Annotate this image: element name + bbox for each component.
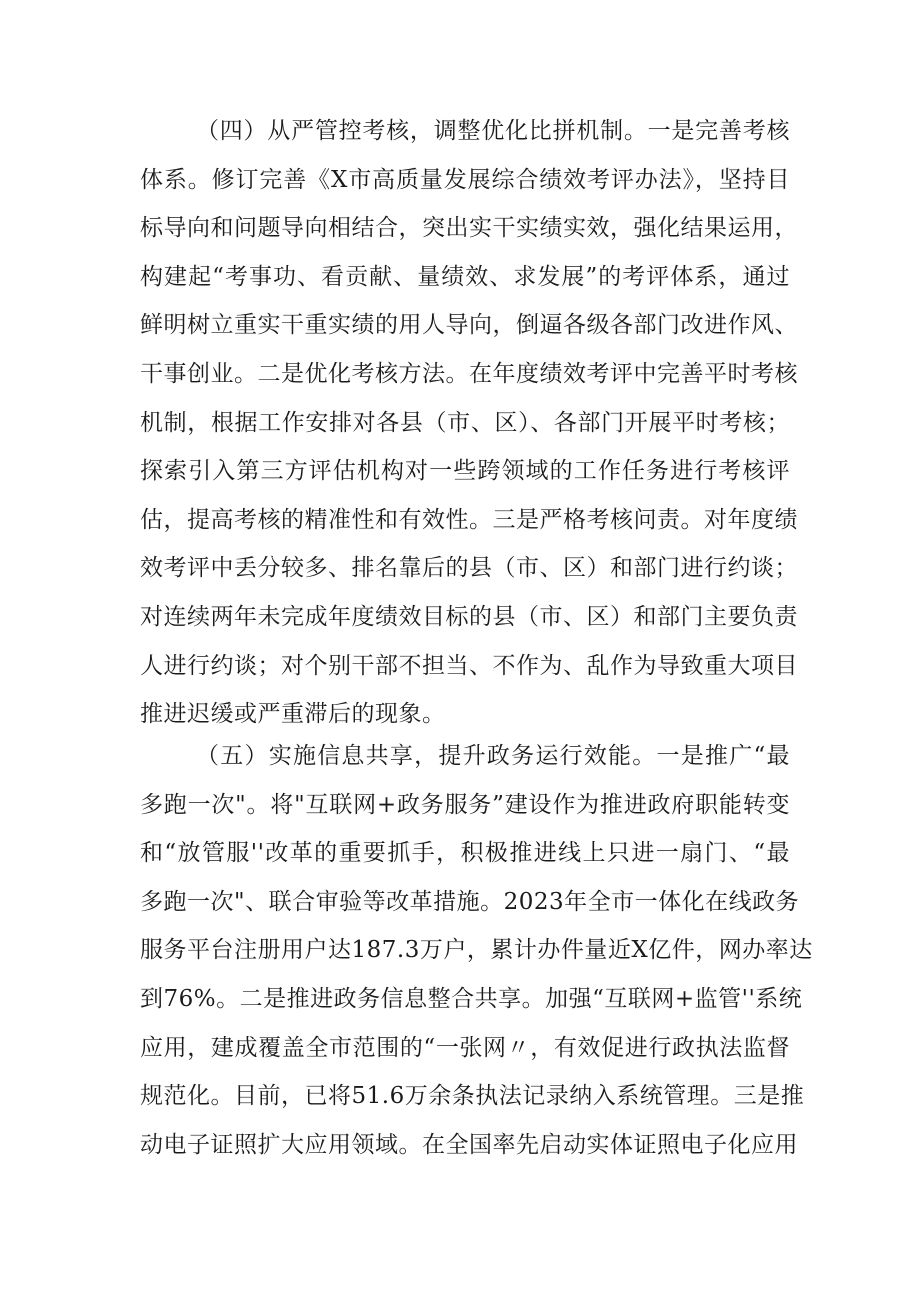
text-line: 估，提高考核的精准性和有效性。三是严格考核问责。对年度绩 bbox=[140, 506, 798, 533]
paragraph-section-4 bbox=[140, 107, 798, 739]
text-line: 效考评中丢分较多、排名靠后的县（市、区）和部门进行约谈； bbox=[140, 555, 798, 582]
text-line: 机制，根据工作安排对各县（市、区）、各部门开展平时考核； bbox=[140, 409, 790, 436]
text-line: 应用，建成覆盖全市范围的“一张网〃，有效促进行政执法监督 bbox=[140, 1034, 790, 1061]
text-line: 对连续两年未完成年度绩效目标的县（市、区）和部门主要负责 bbox=[140, 603, 798, 630]
text-line: 干事创业。二是优化考核方法。在年度绩效考评中完善平时考核 bbox=[140, 360, 798, 387]
text-line: 和“放管服''改革的重要抓手，积极推进线上只进一扇门、“最 bbox=[140, 840, 790, 867]
text-line: 服务平台注册用户达187.3万户，累计办件量近X亿件，网办率达 bbox=[140, 937, 813, 964]
text-line: （四）从严管控考核，调整优化比拼机制。一是完善考核 bbox=[196, 118, 790, 144]
text-line: 规范化。目前，已将51.6万余条执法记录纳入系统管理。三是推 bbox=[140, 1083, 805, 1110]
paragraph-section-5 bbox=[140, 732, 813, 1169]
text-line: 推进迟缓或严重滞后的现象。 bbox=[140, 701, 446, 728]
text-line: 到76%。二是推进政务信息整合共享。加强“互联网+监管''系统 bbox=[140, 985, 803, 1012]
text-line: 探索引入第三方评估机构对一些跨领域的工作任务进行考核评 bbox=[140, 458, 790, 485]
text-line: 体系。修订完善《X市高质量发展综合绩效考评办法》，坚持目 bbox=[140, 166, 790, 193]
text-line: 人进行约谈；对个别干部不担当、不作为、乱作为导致重大项目 bbox=[140, 652, 798, 679]
text-line: 鲜明树立重实干重实绩的用人导向，倒逼各级各部门改进作风、 bbox=[140, 312, 798, 339]
text-line: 构建起“考事功、看贡献、量绩效、求发展”的考评体系，通过 bbox=[140, 263, 790, 290]
text-line: 多跑一次"、联合审验等改革措施。2023年全市一体化在线政务 bbox=[140, 888, 800, 915]
text-line: （五）实施信息共享，提升政务运行效能。一是推广“最 bbox=[196, 743, 790, 769]
text-line: 标导向和问题导向相结合，突出实干实绩实效，强化结果运用， bbox=[140, 215, 798, 242]
text-line: 多跑一次"。将"互联网+政务服务”建设作为推进政府职能转变 bbox=[140, 791, 790, 818]
text-line: 动电子证照扩大应用领域。在全国率先启动实体证照电子化应用 bbox=[140, 1131, 798, 1158]
